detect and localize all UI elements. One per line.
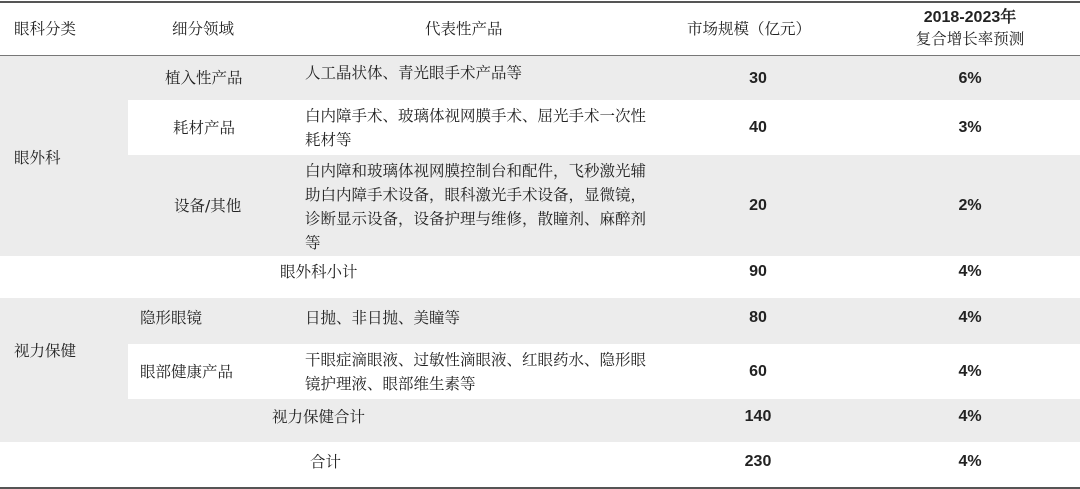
market-size-cell: 60 bbox=[749, 363, 767, 380]
cagr-cell: 4% bbox=[958, 408, 982, 425]
header-cagr-line2: 复合增长率预测 bbox=[915, 30, 1025, 48]
segment-label: 设备/其他 bbox=[174, 197, 242, 215]
segment-label: 眼部健康产品 bbox=[140, 363, 234, 381]
cagr-cell: 3% bbox=[958, 119, 982, 136]
top-rule bbox=[0, 1, 1080, 3]
cagr-cell: 4% bbox=[958, 453, 982, 470]
group-ophthalmic-surgery: 眼外科 bbox=[14, 149, 61, 167]
products-cell: 日抛、非日抛、美瞳等 bbox=[305, 309, 461, 327]
cagr-cell: 4% bbox=[958, 363, 982, 380]
segment-label: 耗材产品 bbox=[173, 119, 236, 137]
market-size-cell: 140 bbox=[744, 408, 772, 425]
subtotal-label: 视力保健合计 bbox=[272, 408, 366, 426]
market-size-cell: 30 bbox=[749, 70, 767, 87]
header-cagr-line1: 2018-2023年 bbox=[923, 9, 1017, 26]
market-size-cell: 90 bbox=[749, 263, 767, 280]
cagr-cell: 6% bbox=[958, 70, 982, 87]
header-segment: 细分领域 bbox=[172, 20, 235, 38]
market-size-cell: 230 bbox=[744, 453, 772, 470]
subtotal-label: 眼外科小计 bbox=[280, 263, 358, 281]
header-rule bbox=[0, 55, 1080, 56]
segment-label: 植入性产品 bbox=[165, 69, 243, 87]
segment-label: 隐形眼镜 bbox=[140, 309, 203, 327]
market-size-cell: 40 bbox=[749, 119, 767, 136]
cagr-cell: 4% bbox=[958, 309, 982, 326]
header-products: 代表性产品 bbox=[425, 20, 503, 38]
cagr-cell: 4% bbox=[958, 263, 982, 280]
products-cell: 干眼症滴眼液、过敏性滴眼液、红眼药水、隐形眼镜护理液、眼部维生素等 bbox=[305, 351, 647, 393]
market-size-cell: 20 bbox=[749, 197, 767, 214]
total-label: 合计 bbox=[310, 453, 342, 471]
header-market-size: 市场规模（亿元） bbox=[687, 20, 812, 38]
shade-row-vision-subtotal bbox=[0, 399, 1080, 442]
group-vision-care: 视力保健 bbox=[14, 342, 77, 360]
cagr-cell: 2% bbox=[958, 197, 982, 214]
header-category: 眼科分类 bbox=[14, 20, 77, 38]
products-cell: 白内障手术、玻璃体视网膜手术、屈光手术一次性耗材等 bbox=[305, 107, 647, 149]
products-cell: 白内障和玻璃体视网膜控制台和配件，飞秒激光辅助白内障手术设备，眼科激光手术设备，显微镜，诊断显示设备，设备护理与维修，散瞳剂、麻醉剂等 bbox=[305, 162, 647, 252]
market-size-cell: 80 bbox=[749, 309, 767, 326]
products-cell: 人工晶状体、青光眼手术产品等 bbox=[305, 64, 523, 82]
